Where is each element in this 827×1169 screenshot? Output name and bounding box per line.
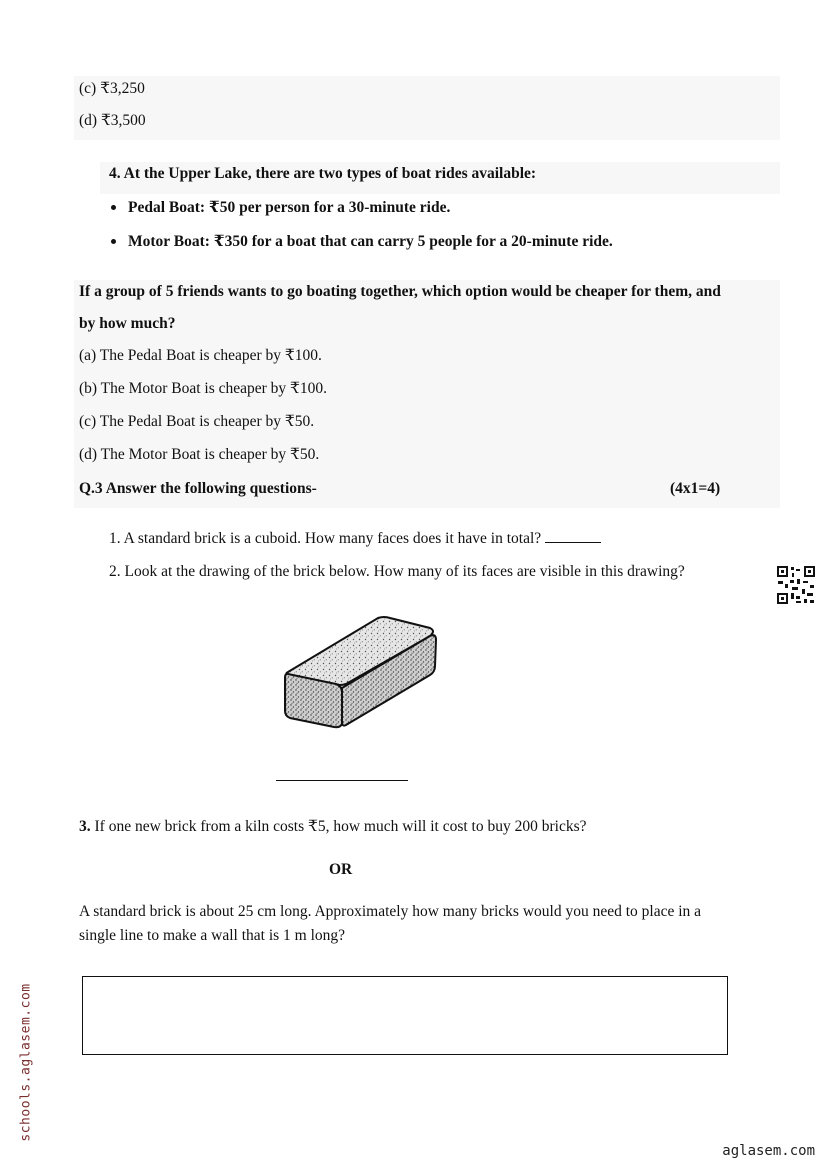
side-watermark: schools.aglasem.com [18,983,34,1142]
option-d-prev: (d) ₹3,500 [79,112,146,129]
question-4-text-line1: If a group of 5 friends wants to go boating together, which option would be cheaper for them, and [79,283,721,300]
q3-item-1-text: 1. A standard brick is a cuboid. How many faces does it have in total? [109,530,542,547]
q3-item-1 [109,529,601,549]
bullet-dot [111,205,116,210]
q3-alt-line2: single line to make a wall that is 1 m long? [79,927,346,944]
q3-heading: Q.3 Answer the following questions- [79,480,317,497]
option-c-prev: (c) ₹3,250 [79,80,145,97]
q3-item-3-text: If one new brick from a kiln costs ₹5, how much will it cost to buy 200 bricks? [94,818,587,835]
option-d: (d) The Motor Boat is cheaper by ₹50. [79,446,320,463]
question-4-text-line2: by how much? [79,315,176,332]
answer-blank[interactable] [545,530,601,543]
brick-answer-line[interactable] [276,780,408,781]
answer-box[interactable] [82,976,728,1055]
option-b: (b) The Motor Boat is cheaper by ₹100. [79,380,328,397]
pedal-boat-bullet: Pedal Boat: ₹50 per person for a 30-minute ride. [128,199,451,216]
motor-boat-bullet: Motor Boat: ₹350 for a boat that can carry 5 people for a 20-minute ride. [128,233,613,250]
q3-item-3-number: 3. [79,818,91,835]
bullet-dot [111,239,116,244]
q3-marks: (4x1=4) [670,480,721,497]
question-4-heading: 4. At the Upper Lake, there are two types of boat rides available: [109,165,537,182]
option-c: (c) The Pedal Boat is cheaper by ₹50. [79,413,315,430]
brick-illustration [280,614,440,730]
q3-item-2: 2. Look at the drawing of the brick below. How many of its faces are visible in this drawing? [109,563,685,580]
or-label: OR [329,861,353,878]
footer-watermark: aglasem.com [722,1143,815,1159]
qr-code-icon [776,565,816,605]
option-a: (a) The Pedal Boat is cheaper by ₹100. [79,347,322,364]
q3-item-3 [79,817,587,837]
q3-alt-line1: A standard brick is about 25 cm long. Approximately how many bricks would you need to place in a [79,903,702,920]
